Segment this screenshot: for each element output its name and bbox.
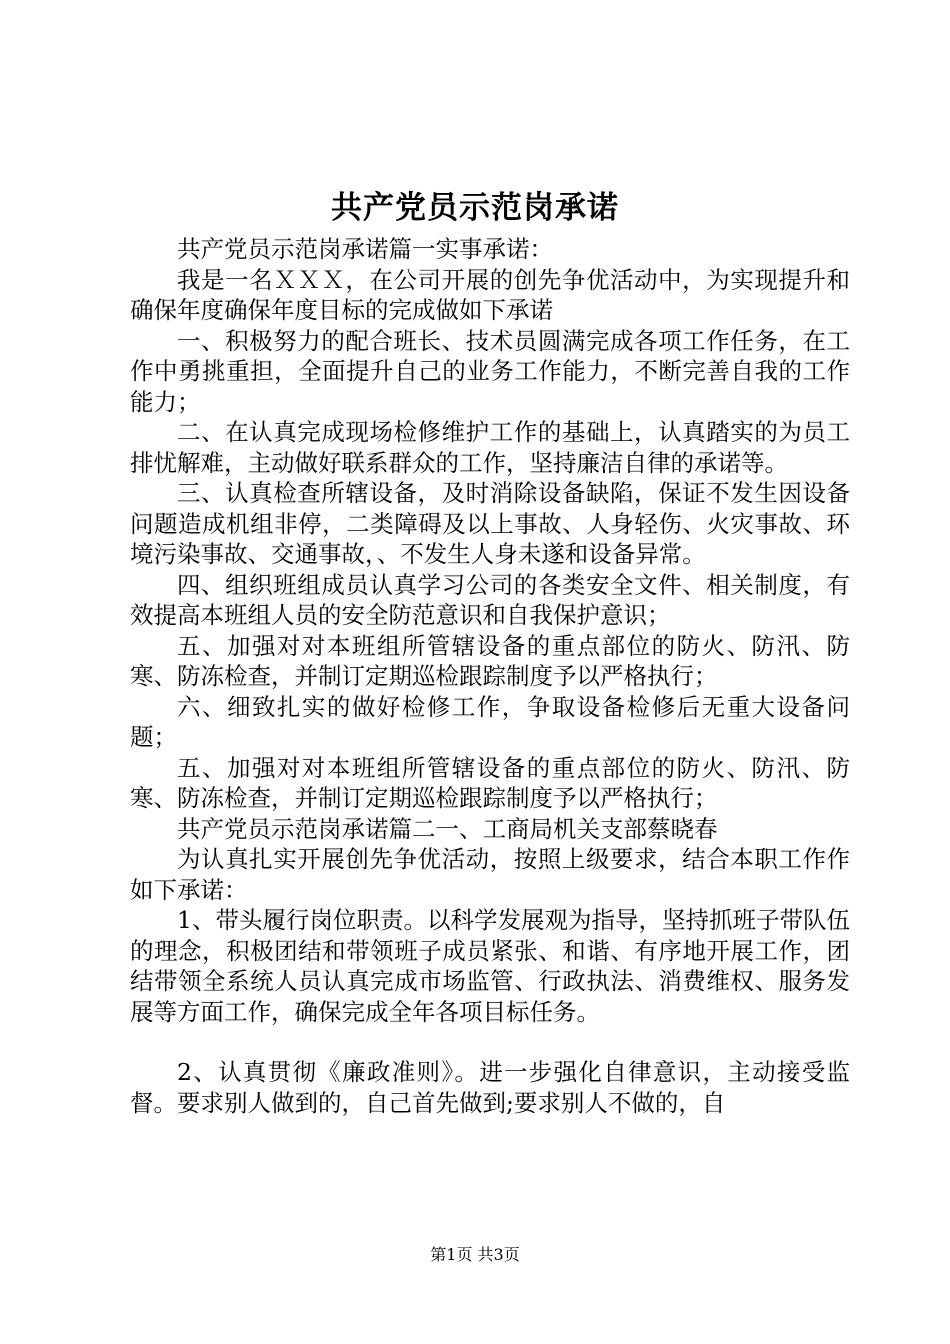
paragraph-item-6: 六、细致扎实的做好检修工作，争取设备检修后无重大设备问题； [130, 692, 850, 751]
paragraph-section-two-intro: 为认真扎实开展创先争优活动，按照上级要求，结合本职工作作如下承诺： [130, 845, 850, 904]
page-footer: 第1页 共3页 [430, 1245, 520, 1264]
document-title: 共产党员示范岗承诺 [331, 190, 619, 226]
paragraph-commitment-1: 1、带头履行岗位职责。以科学发展观为指导，坚持抓班子带队伍的理念，积极团结和带领班子成员紧张、和谐、有序地开展工作，团结带领全系统人员认真完成市场监管、行政执法、消费维权、服务发展等方面工作，确保完成全年各项目标任务。 [130, 906, 850, 1026]
paragraph-intro: 我是一名ＸＸＸ，在公司开展的创先争优活动中，为实现提升和确保年度确保年度目标的完成做如下承诺 [130, 265, 850, 324]
paragraph-item-3: 三、认真检查所辖设备，及时消除设备缺陷，保证不发生因设备问题造成机组非停，二类障碍及以上事故、人身轻伤、火灾事故、环境污染事故、交通事故，、不发生人身未遂和设备异常。 [130, 479, 850, 568]
paragraph-commitment-2: 2、认真贯彻《廉政准则》。进一步强化自律意识，主动接受监督。要求别人做到的，自己首先做到;要求别人不做的，自 [130, 1058, 850, 1117]
paragraph-item-5-repeat: 五、加强对对本班组所管辖设备的重点部位的防火、防汛、防寒、防冻检查，并制订定期巡检跟踪制度予以严格执行； [130, 753, 850, 812]
paragraph-section-one-heading: 共产党员示范岗承诺篇一实事承诺： [177, 235, 553, 263]
paragraph-item-2: 二、在认真完成现场检修维护工作的基础上，认真踏实的为员工排忧解难，主动做好联系群众的工作，坚持廉洁自律的承诺等。 [130, 418, 850, 477]
paragraph-item-1: 一、积极努力的配合班长、技术员圆满完成各项工作任务，在工作中勇挑重担，全面提升自己的业务工作能力，不断完善自我的工作能力； [130, 326, 850, 416]
paragraph-section-two-heading: 共产党员示范岗承诺篇二一、工商局机关支部蔡晓春 [177, 814, 718, 843]
paragraph-item-4: 四、组织班组成员认真学习公司的各类安全文件、相关制度，有效提高本班组人员的安全防范意识和自我保护意识； [130, 570, 850, 629]
document-body [130, 234, 850, 1118]
paragraph-item-5: 五、加强对对本班组所管辖设备的重点部位的防火、防汛、防寒、防冻检查，并制订定期巡检跟踪制度予以严格执行； [130, 631, 850, 690]
